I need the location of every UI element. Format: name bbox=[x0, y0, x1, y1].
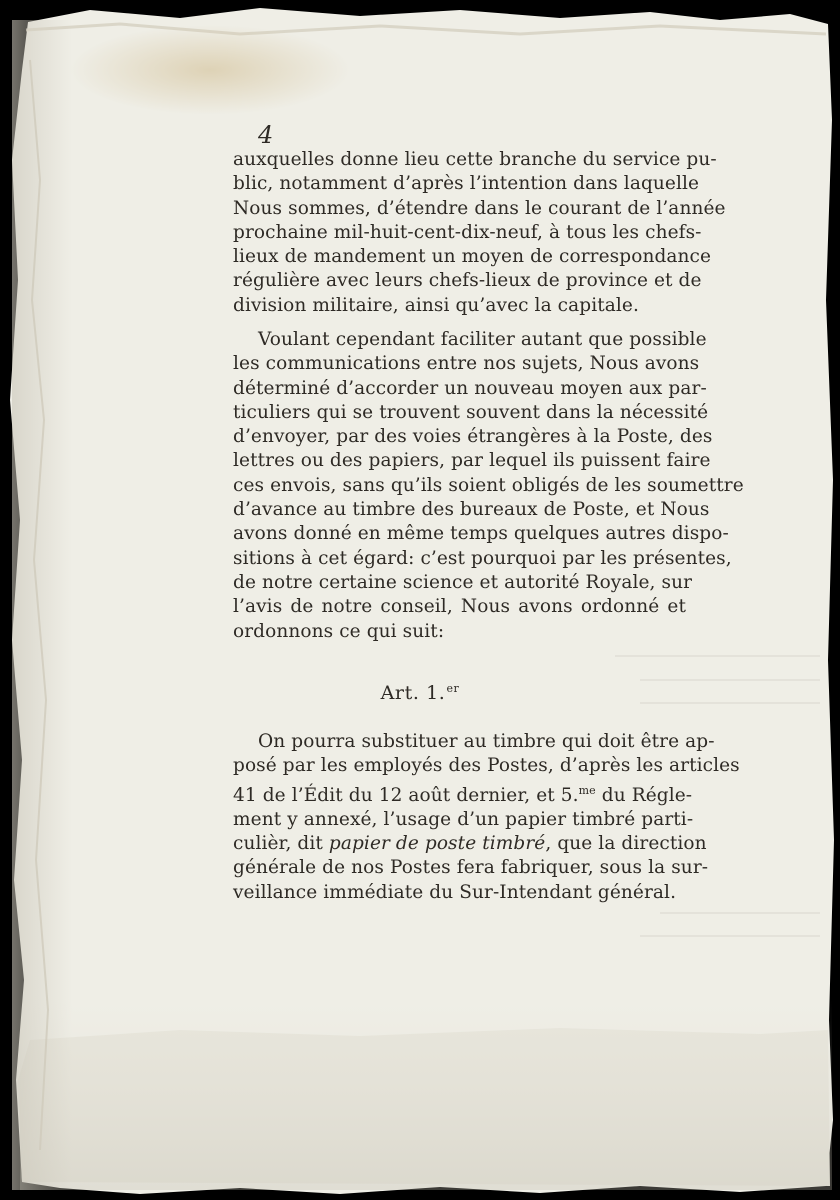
paragraph-line: Nous sommes, d’étendre dans le courant de l’année bbox=[233, 197, 726, 219]
page-number: 4 bbox=[258, 121, 274, 149]
line-text: culièr, dit bbox=[233, 833, 329, 855]
paragraph-line: Voulant cependant faciliter autant que possible bbox=[258, 329, 707, 350]
paragraph-2 bbox=[233, 328, 744, 644]
paragraph-line: sitions à cet égard: c’est pourquoi par les présentes, bbox=[233, 547, 732, 569]
paragraph-line: régulière avec leurs chefs-lieux de province et de bbox=[233, 270, 702, 292]
paragraph-line: division militaire, ainsi qu’avec la capitale. bbox=[233, 294, 639, 316]
paragraph-line: lettres ou des papiers, par lequel ils puissent faire bbox=[233, 450, 711, 472]
paragraph-1 bbox=[233, 148, 726, 318]
superscript: me bbox=[578, 783, 596, 797]
paragraph-line: déterminé d’accorder un nouveau moyen aux par- bbox=[233, 377, 707, 399]
article-heading-superscript: er bbox=[446, 682, 460, 695]
paragraph-line: veillance immédiate du Sur-Intendant général. bbox=[233, 881, 677, 903]
paragraph-line: posé par les employés des Postes, d’après les articles bbox=[233, 755, 740, 777]
paragraph-line: auxquelles donne lieu cette branche du service pu- bbox=[233, 149, 717, 170]
paragraph-line: de notre certaine science et autorité Royale, sur bbox=[233, 571, 693, 593]
italic-term: papier de poste timbré bbox=[328, 833, 546, 855]
paragraph-line: l’avis de notre conseil, Nous avons ordonné et bbox=[233, 596, 686, 618]
paragraph-line: générale de nos Postes fera fabriquer, sous la sur- bbox=[233, 857, 709, 879]
paragraph-line: les communications entre nos sujets, Nous avons bbox=[233, 353, 700, 375]
paragraph-line: blic, notamment d’après l’intention dans laquelle bbox=[233, 173, 700, 195]
paragraph-line: ordonnons ce qui suit: bbox=[233, 620, 445, 642]
article-heading-text: Art. 1. bbox=[380, 682, 446, 704]
paragraph-line: d’avance au timbre des bureaux de Poste, et Nous bbox=[233, 499, 710, 521]
line-text: , que la direction bbox=[545, 833, 707, 855]
paragraph-line: ticuliers qui se trouvent souvent dans la nécessité bbox=[233, 401, 709, 423]
paragraph-line: ment y annexé, l’usage d’un papier timbré parti- bbox=[233, 808, 694, 830]
article-1-body bbox=[233, 730, 740, 905]
paragraph-line: lieux de mandement un moyen de correspondance bbox=[233, 246, 712, 268]
paragraph-line: avons donné en même temps quelques autres dispo- bbox=[233, 523, 729, 545]
paragraph-line bbox=[233, 832, 707, 856]
paragraph-line: On pourra substituer au timbre qui doit être ap- bbox=[258, 731, 715, 752]
line-text: du Régle- bbox=[595, 784, 693, 806]
paragraph-line: prochaine mil-huit-cent-dix-neuf, à tous les chefs- bbox=[233, 221, 702, 243]
paragraph-line: ces envois, sans qu’ils soient obligés de les soumettre bbox=[233, 474, 744, 496]
paragraph-line: d’envoyer, par des voies étrangères à la Poste, des bbox=[233, 426, 713, 448]
article-heading bbox=[0, 677, 840, 705]
paragraph-line bbox=[233, 779, 693, 808]
line-text: 41 de l’Édit du 12 août dernier, et 5. bbox=[233, 784, 579, 806]
